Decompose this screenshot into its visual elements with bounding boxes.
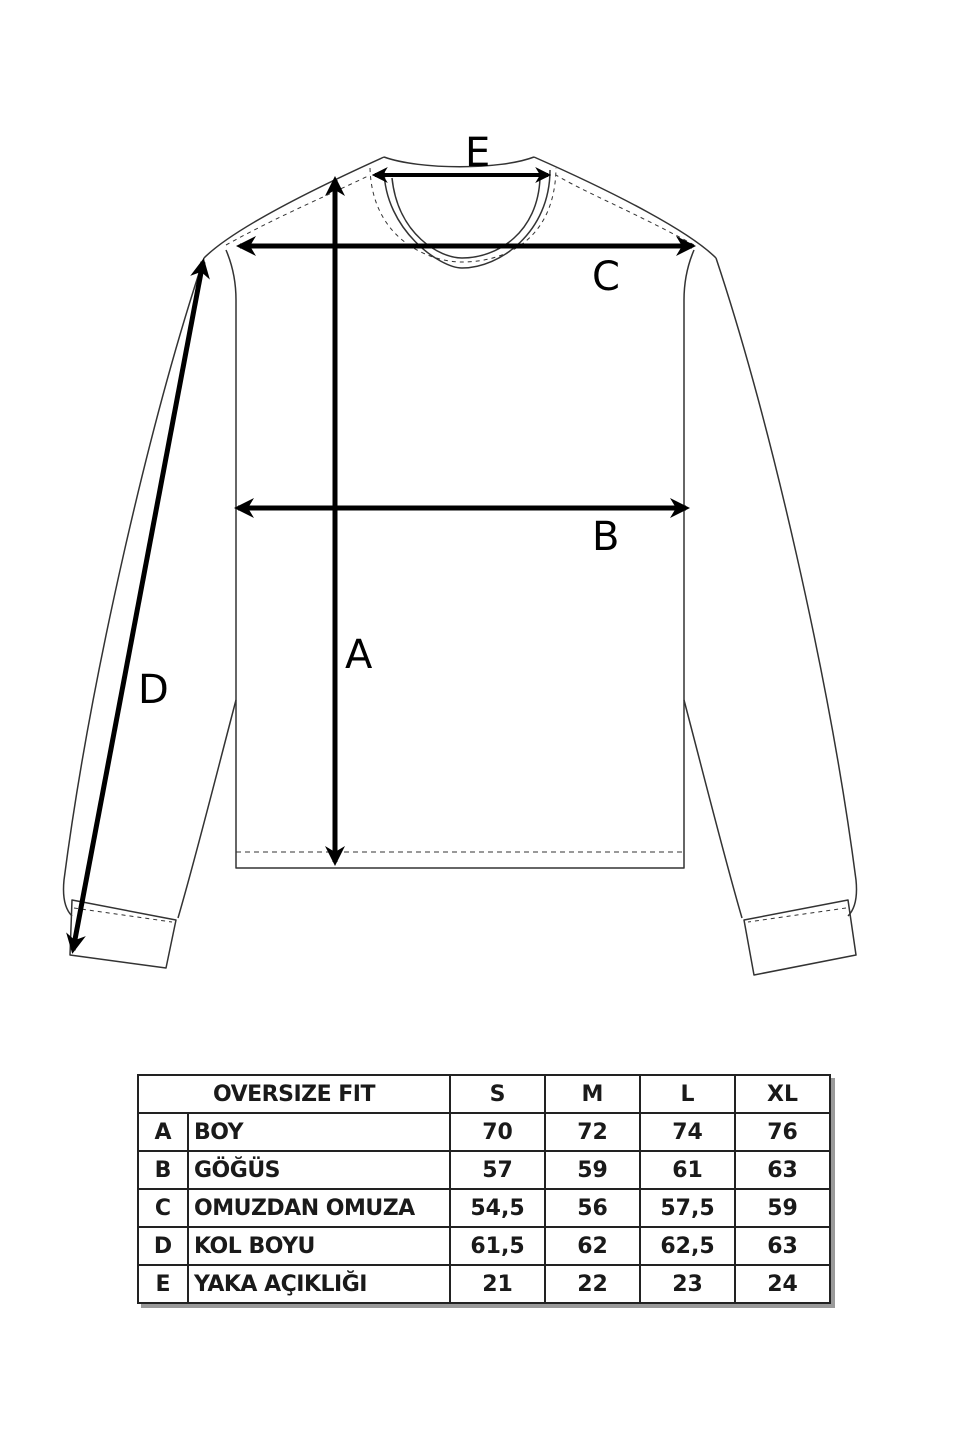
row-value: 23 — [640, 1265, 735, 1303]
right-armhole-seam — [684, 250, 694, 300]
row-value: 59 — [545, 1151, 640, 1189]
row-value: 59 — [735, 1189, 830, 1227]
table-header-row — [138, 1075, 830, 1113]
row-name: GÖĞÜS — [188, 1151, 450, 1189]
right-sleeve-outer — [716, 258, 857, 916]
row-letter: E — [138, 1265, 188, 1303]
row-letter: D — [138, 1227, 188, 1265]
row-value: 62,5 — [640, 1227, 735, 1265]
label-a: A — [345, 632, 373, 678]
row-letter: C — [138, 1189, 188, 1227]
row-value: 63 — [735, 1227, 830, 1265]
right-shoulder — [534, 157, 716, 258]
row-value: 61 — [640, 1151, 735, 1189]
right-sleeve-inner — [684, 700, 742, 918]
row-value: 76 — [735, 1113, 830, 1151]
row-value: 62 — [545, 1227, 640, 1265]
row-name: KOL BOYU — [188, 1227, 450, 1265]
row-value: 21 — [450, 1265, 545, 1303]
arrow-d-sleeve — [73, 262, 203, 950]
row-name: BOY — [188, 1113, 450, 1151]
table-row — [138, 1113, 830, 1151]
table-title: OVERSIZE FIT — [138, 1075, 450, 1113]
shirt-body — [236, 300, 684, 868]
label-d: D — [138, 667, 169, 713]
left-armhole-seam — [226, 250, 236, 300]
row-letter: A — [138, 1113, 188, 1151]
table-row — [138, 1151, 830, 1189]
left-sleeve-inner — [178, 700, 236, 918]
size-header: L — [640, 1075, 735, 1113]
label-e: E — [465, 130, 491, 176]
size-header: M — [545, 1075, 640, 1113]
row-value: 70 — [450, 1113, 545, 1151]
sweatshirt-outline — [63, 157, 856, 975]
left-cuff — [70, 900, 176, 968]
row-value: 57 — [450, 1151, 545, 1189]
left-shoulder-seam — [226, 175, 370, 245]
row-value: 61,5 — [450, 1227, 545, 1265]
row-letter: B — [138, 1151, 188, 1189]
right-shoulder-seam — [556, 175, 694, 245]
row-value: 22 — [545, 1265, 640, 1303]
right-cuff — [744, 900, 856, 975]
table-row — [138, 1265, 830, 1303]
table-row — [138, 1227, 830, 1265]
table-row — [138, 1189, 830, 1227]
row-value: 63 — [735, 1151, 830, 1189]
size-chart-table — [137, 1074, 831, 1304]
label-b: B — [592, 514, 620, 560]
neck-back — [384, 157, 534, 167]
row-value: 56 — [545, 1189, 640, 1227]
row-value: 24 — [735, 1265, 830, 1303]
row-value: 54,5 — [450, 1189, 545, 1227]
row-value: 72 — [545, 1113, 640, 1151]
row-value: 74 — [640, 1113, 735, 1151]
row-value: 57,5 — [640, 1189, 735, 1227]
measurement-labels — [138, 130, 620, 713]
size-header: XL — [735, 1075, 830, 1113]
size-header: S — [450, 1075, 545, 1113]
left-shoulder — [204, 157, 384, 258]
label-c: C — [592, 254, 620, 300]
row-name: YAKA AÇIKLIĞI — [188, 1265, 450, 1303]
neckline-front — [384, 170, 550, 268]
row-name: OMUZDAN OMUZA — [188, 1189, 450, 1227]
